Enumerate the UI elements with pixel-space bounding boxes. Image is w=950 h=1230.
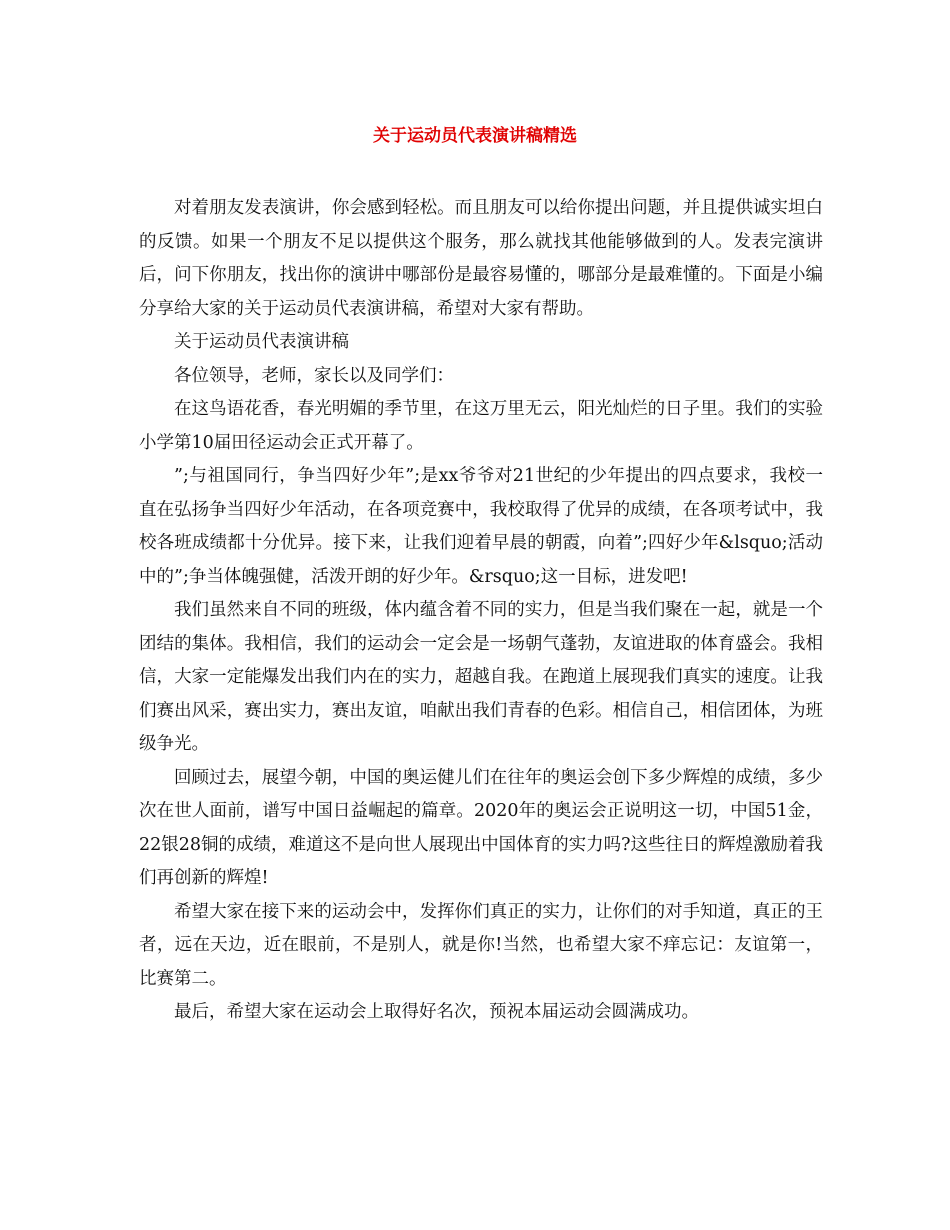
paragraph-unity: 我们虽然来自不同的班级，体内蕴含着不同的实力，但是当我们聚在一起，就是一个团结的集体。我相信，我们的运动会一定会是一场朝气蓬勃，友谊进取的体育盛会。我相信，大家一定能爆发出我们内在的实力，超越自我。在跑道上展现我们真实的速度。让我们赛出风采，赛出实力，赛出友谊，咱献出我们青春的色彩。相信自己，相信团体，为班级争光。	[139, 600, 823, 754]
paragraph-closing: 最后，希望大家在运动会上取得好名次，预祝本届运动会圆满成功。	[174, 1002, 699, 1022]
document-body	[139, 192, 823, 1030]
paragraph-olympics: 回顾过去，展望今朝，中国的奥运健儿们在往年的奥运会创下多少辉煌的成绩，多少次在世人面前，谱写中国日益崛起的篇章。2020年的奥运会正说明这一切，中国51金，22银28铜的成绩，难道这不是向世人展现出中国体育的实力吗?这些往日的辉煌激励着我们再创新的辉煌!	[139, 767, 823, 888]
paragraph-opening: 在这鸟语花香，春光明媚的季节里，在这万里无云，阳光灿烂的日子里。我们的实验小学第10届田径运动会正式开幕了。	[139, 399, 823, 453]
paragraph-intro: 对着朋友发表演讲，你会感到轻松。而且朋友可以给你提出问题，并且提供诚实坦白的反馈。如果一个朋友不足以提供这个服务，那么就找其他能够做到的人。发表完演讲后，问下你朋友，找出你的演讲中哪部份是最容易懂的，哪部分是最难懂的。下面是小编分享给大家的关于运动员代表演讲稿，希望对大家有帮助。	[139, 198, 823, 319]
paragraph-speech-heading: 关于运动员代表演讲稿	[174, 332, 349, 352]
paragraph-four-good-youth: ”;与祖国同行，争当四好少年”;是xx爷爷对21世纪的少年提出的四点要求，我校一直在弘扬争当四好少年活动，在各项竞赛中，我校取得了优异的成绩，在各项考试中，我校各班成绩都十分优异。接下来，让我们迎着早晨的朝霞，向着”;四好少年&lsquo;活动中的”;争当体魄强健，活泼开朗的好少年。&rsquo;这一目标，进发吧!	[139, 466, 823, 587]
paragraph-hope: 希望大家在接下来的运动会中，发挥你们真正的实力，让你们的对手知道，真正的王者，远在天边，近在眼前，不是别人，就是你!当然，也希望大家不痒忘记：友谊第一，比赛第二。	[139, 901, 823, 989]
paragraph-greeting: 各位领导，老师，家长以及同学们：	[174, 365, 454, 386]
document-title: 关于运动员代表演讲稿精选	[373, 126, 577, 146]
